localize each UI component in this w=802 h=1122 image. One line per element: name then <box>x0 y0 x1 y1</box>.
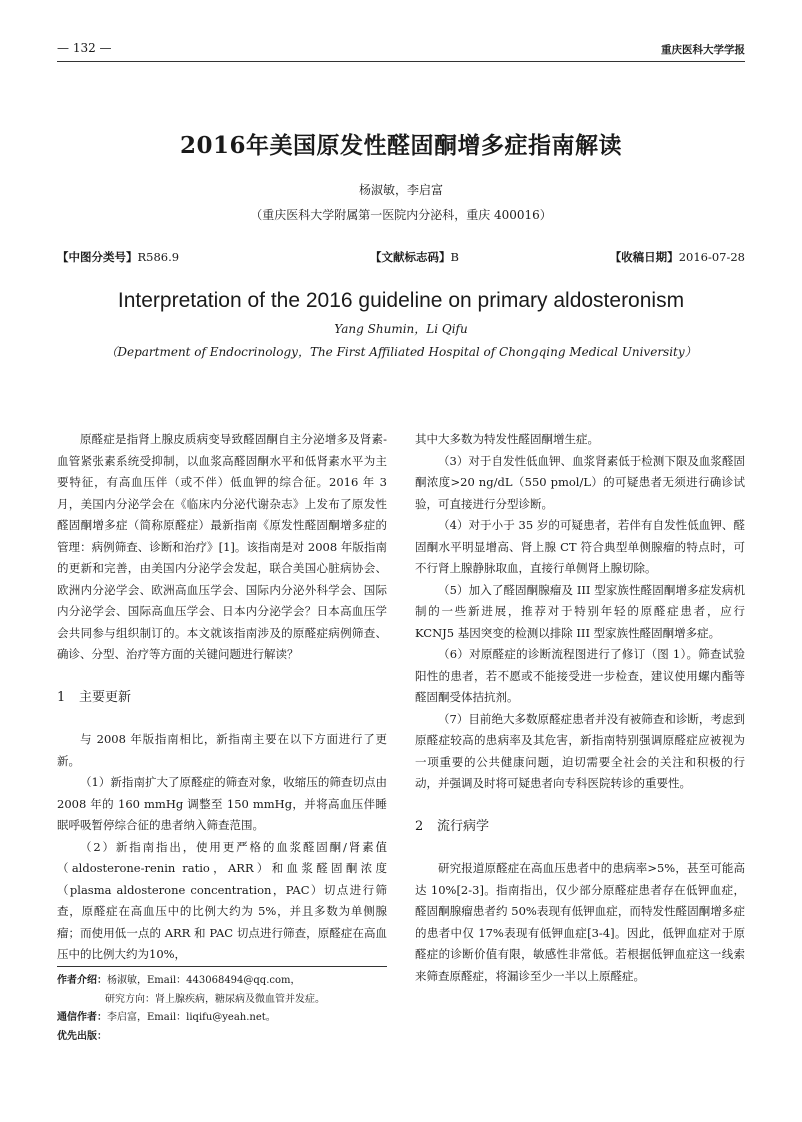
journal-name: 重庆医科大学学报 <box>661 44 745 56</box>
received-date <box>610 249 745 265</box>
footnote-corresponding <box>57 1009 387 1028</box>
classification-code-label: 【中图分类号】 <box>57 250 138 264</box>
received-date-value: 2016-07-28 <box>678 250 745 264</box>
footnote-published <box>57 1028 387 1047</box>
document-code-label: 【文献标志码】 <box>370 250 451 264</box>
article-title-cn: 2016年美国原发性醛固酮增多症指南解读 <box>179 132 622 159</box>
paragraph: （3）对于自发性低血钾、血浆肾素低于检测下限及血浆醛固酮浓度>20 ng/dL（550 pmol/L）的可疑患者无须进行确诊试验，可直接进行分型诊断。 <box>415 453 745 511</box>
section-title: 流行病学 <box>437 818 490 834</box>
page-number: — 132 — <box>57 41 112 55</box>
received-date-label: 【收稿日期】 <box>609 250 679 264</box>
paragraph: （5）加入了醛固酮腺瘤及 III 型家族性醛固酮增多症发病机制的一些新进展，推荐对于特别年轻的原醛症患者，应行 KCNJ5 基因突变的检测以排除 III 型家族性醛固酮增多症。 <box>415 582 745 640</box>
footnote-author-value: 杨淑敏，Email：443068494@qq.com， <box>107 975 301 986</box>
article-title-en: Interpretation of the 2016 guideline on primary aldosteronism <box>117 289 685 312</box>
paragraph: 与 2008 年版指南相比，新指南主要在以下方面进行了更新。 <box>57 732 387 768</box>
section-title: 主要更新 <box>79 689 132 705</box>
footnote-author-label: 作者介绍： <box>57 975 107 986</box>
footnote-corresponding-value: 李启富，Email：liqifu@yeah.net。 <box>107 1012 276 1023</box>
classification-code-value: R586.9 <box>137 250 180 264</box>
paragraph: （1）新指南扩大了原醛症的筛查对象，收缩压的筛查切点由 2008 年的 160 mmHg 调整至 150 mmHg，并将高血压伴睡眠呼吸暂停综合征的患者纳入筛查范围。 <box>57 775 387 832</box>
section-heading <box>415 816 745 838</box>
paragraph: （7）目前绝大多数原醛症患者并没有被筛查和诊断，考虑到原醛症较高的患病率及其危害，新指南特别强调原醛症应被视为一项重要的公共健康问题，迫切需要全社会的关注和积极的行动，并强调及时将可疑患者向专科医院转诊的重要性。 <box>415 711 745 790</box>
paragraph: （2）新指南指出，使用更严格的血浆醛固酮/肾素值（aldosterone-renin ratio，ARR）和血浆醛固酮浓度（plasma aldosterone concentration，PAC）切点进行筛查，原醛症在高血压中的比例大约为 5%，并且多数为单侧腺瘤；而使用低一点的 ARR 和 PAC 切点进行筛查，原醛症在高血压中的比例大约为10%， <box>57 839 387 961</box>
authors-cn: 杨淑敏，李启富 <box>358 183 443 197</box>
affiliation-en: （Department of Endocrinology，The First Affiliated Hospital of Chongqing Medical University） <box>105 345 697 359</box>
footnote-author <box>57 972 387 991</box>
footnote-published-label: 优先出版： <box>57 1030 107 1042</box>
author-footnote <box>57 966 387 1046</box>
document-code <box>370 249 459 265</box>
intro-paragraph: 原醛症是指肾上腺皮质病变导致醛固酮自主分泌增多及肾素-血管紧张素系统受抑制，以血浆高醛固酮水平和低肾素水平为主要特征，有高血压伴（或不伴）低血钾的综合征。2016 年 3 月，美国内分泌学会在《临床内分泌代谢杂志》上发布了原发性醛固酮增多症（简称原醛症）最新指南《原发性醛固酮增多症的管理：病例筛查、诊断和治疗》[1]。该指南是对 2008 年版指南的更新和完善，由美国内分泌学会发起，联合美国心脏病协会、欧洲内分泌学会、欧洲高血压学会、国际内分泌外科学会、国际内分泌学会、国际高血压学会、日本内分泌学会？日本高血压学会共同参与组织制订的。本文就该指南涉及的原醛症病例筛查、确诊、分型、治疗等方面的关键问题进行解读？ <box>57 432 387 661</box>
section-number: 2 <box>415 818 424 834</box>
authors-en: Yang Shumin，Li Qifu <box>334 322 468 336</box>
body-column-right <box>415 429 745 987</box>
body-column-left <box>57 429 387 966</box>
footnote-corresponding-label: 通信作者： <box>57 1012 107 1023</box>
section-heading <box>57 687 387 709</box>
affiliation-cn: （重庆医科大学附属第一医院内分泌科，重庆 400016） <box>250 208 552 222</box>
classification-code <box>57 249 179 265</box>
section-number: 1 <box>57 689 66 705</box>
running-header <box>57 39 745 62</box>
document-code-value: B <box>450 250 459 264</box>
paragraph: （4）对于小于 35 岁的可疑患者，若伴有自发性低血钾、醛固酮水平明显增高、肾上腺 CT 符合典型单侧腺瘤的特点时，可不行肾上腺静脉取血，直接行单侧肾上腺切除。 <box>415 518 745 575</box>
paragraph: （6）对原醛症的诊断流程图进行了修订（图 1）。筛查试验阳性的患者，若不愿或不能接受进一步检查，建议使用螺内酯等醛固酮受体拮抗剂。 <box>415 647 745 704</box>
paragraph: 研究报道原醛症在高血压患者中的患病率>5%，甚至可能高达 10%[2-3]。指南指出，仅少部分原醛症患者存在低钾血症，醛固酮腺瘤患者约 50%表现有低钾血症，而特发性醛固酮增多症的患者中仅 17%表现有低钾血症[3-4]。因此，低钾血症对于原醛症的诊断价值有限，敏感性非常低。若根据低钾血症这一线索来筛查原醛症，将漏诊至少一半以上原醛症。 <box>415 861 745 983</box>
paragraph-continued: 其中大多数为特发性醛固酮增生症。 <box>415 432 599 446</box>
footnote-research: 研究方向：肾上腺疾病，糖尿病及微血管并发症。 <box>105 993 325 1005</box>
